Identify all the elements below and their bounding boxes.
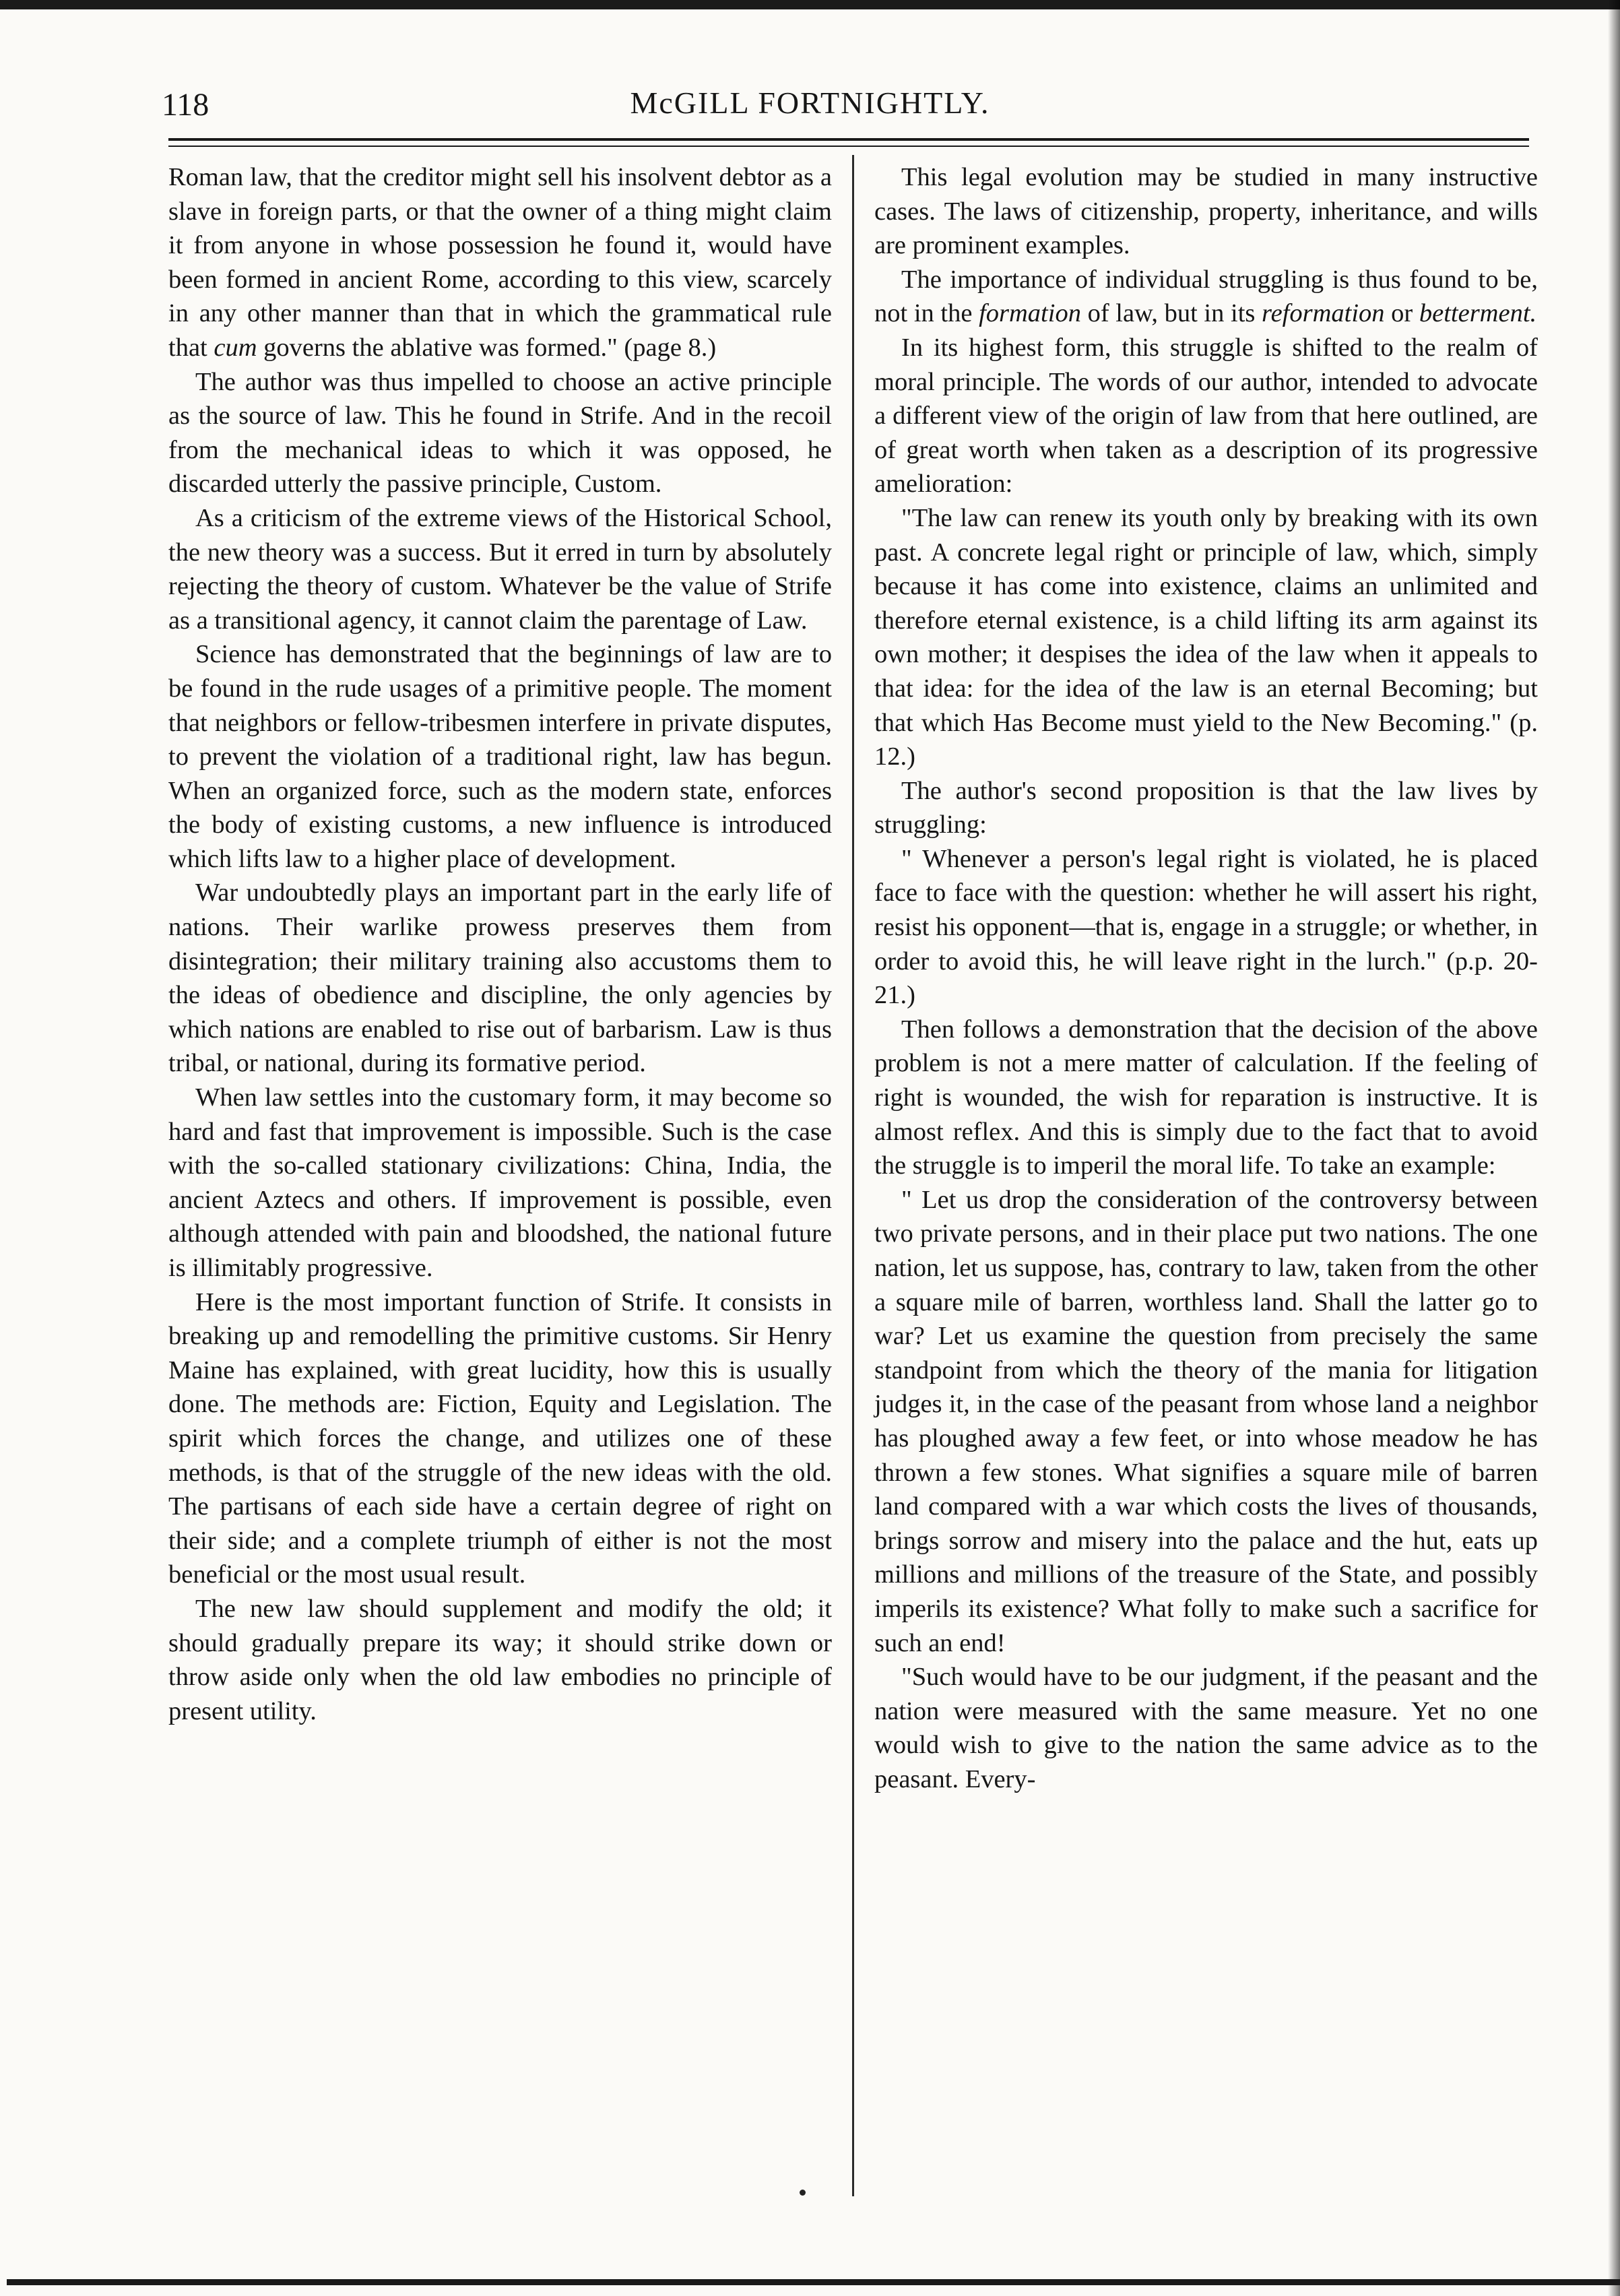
page-edge-shadow <box>1608 0 1620 2296</box>
paragraph: The author was thus impelled to choose an active principle as the source of law. This he found in Strife. And in the recoil from the mechanical ideas to which it was opposed, he discarded utterly the passive principle, Custom. <box>168 367 832 499</box>
paragraph: War undoubtedly plays an important part in the early life of nations. Their warlike prowess preserves them from disintegration; their military training also accustoms them to the ideas of obedience and discipline, the only agencies by which nations are enabled to rise out of barbarism. Law is thus tribal, or national, during its formative period. <box>168 879 832 1078</box>
quotation: " Whenever a person's legal right is violated, he is placed face to face with the question: whether he will assert his right, resist his opponent—that is, engage in a struggle; or whether, in order to avoid this, he will leave right in the lurch." (p.p. 20-21.) <box>874 844 1538 1010</box>
quotation: "The law can renew its youth only by breaking with its own past. A concrete legal right or principle of law, which, simply because it has come into existence, claims an unlimited and therefore eternal existence, is a child lifting its arm against its own mother; it despises the idea of the law when it appeals to that idea: for the idea of the law is an eternal Becoming; but that which Has Become must yield to the New Becoming." (p. 12.) <box>874 503 1538 771</box>
quotation: "Such would have to be our judgment, if the peasant and the nation were measured with the same measure. Yet no one would wish to give to the nation the same advice as to the peasant. Every- <box>874 1663 1538 1793</box>
paragraph: The new law should supplement and modify the old; it should gradually prepare its way; it should strike down or throw aside only when the old law embodies no principle of present utility. <box>168 1594 832 1725</box>
paragraph: The author's second proposition is that the law lives by struggling: <box>874 776 1538 839</box>
paragraph: Here is the most important function of Strife. It consists in breaking up and remodelling the primitive customs. Sir Henry Maine has explained, with great lucidity, how this is usually done. The methods are: Fiction, Equity and Legislation. The spirit which forces the change, and utilizes one of these methods, is that of the struggle of the new ideas with the old. The partisans of each side have a certain degree of right on their side; and a complete triumph of either is not the most beneficial or the most usual result. <box>168 1287 832 1589</box>
paragraph: As a criticism of the extreme views of the Historical School, the new theory was a success. But it erred in turn by absolutely rejecting the theory of custom. Whatever be the value of Strife as a transitional agency, it cannot claim the parentage of Law. <box>168 503 832 635</box>
print-speck <box>800 2190 806 2196</box>
page-number: 118 <box>162 87 209 123</box>
paragraph: This legal evolution may be studied in many instructive cases. The laws of citizenship, property, inheritance, and wills are prominent examples. <box>874 163 1538 260</box>
paragraph: Then follows a demonstration that the decision of the above problem is not a mere matter of calculation. If the feeling of right is wounded, the wish for reparation is instructive. It is almost reflex. And this is simply due to the fact that to avoid the struggle is to imperil the moral life. To take an example: <box>874 1015 1538 1180</box>
paragraph: Roman law, that the creditor might sell his insolvent debtor as a slave in foreign parts, or that the owner of a thing might claim it from anyone in whose possession he found it, would have been formed in ancient Rome, according to this view, scarcely in any other manner than that in which the grammatical rule that cum governs the ablative was formed." (page 8.) <box>168 163 832 362</box>
paragraph: When law settles into the customary form, it may become so hard and fast that improvement is impossible. Such is the case with the so-called stationary civilizations: China, India, the ancient Aztecs and others. If improvement is possible, even although attended with pain and bloodshed, the national future is illimitably progressive. <box>168 1083 832 1282</box>
paragraph: Science has demonstrated that the beginnings of law are to be found in the rude usages of a primitive people. The moment that neighbors or fellow-tribesmen interfere in private disputes, to prevent the violation of a traditional right, law has begun. When an organized force, such as the modern state, enforces the body of existing customs, a new influence is introduced which lifts law to a higher place of development. <box>168 640 832 873</box>
column-divider <box>852 155 854 2196</box>
bottom-border-rule <box>7 2279 1620 2285</box>
top-border-rule <box>0 0 1620 9</box>
running-head: McGILL FORTNIGHTLY. <box>630 86 990 120</box>
quotation: " Let us drop the consideration of the controversy between two private persons, and in their place put two nations. The one nation, let us suppose, has, contrary to law, taken from the other a square mile of barren, worthless land. Shall the latter go to war? Let us examine the question from precisely the same standpoint from which the theory of the mania for litigation judges it, in the case of the peasant from whose land a neighbor has ploughed away a few feet, or into whose meadow he has thrown a few stones. What signifies a square mile of barren land compared with a war which costs the lives of thousands, brings sorrow and misery into the palace and the hut, eats up millions and millions of the treasure of the State, and possibly imperils its existence? What folly to make such a sacrifice for such an end! <box>874 1185 1538 1657</box>
paragraph: The importance of individual struggling is thus found to be, not in the formation of law, but in its reformation or betterment. <box>874 265 1538 328</box>
header-rule <box>168 138 1529 141</box>
right-column <box>874 160 1538 1797</box>
left-column <box>168 160 832 1728</box>
paragraph: In its highest form, this struggle is shifted to the realm of moral principle. The words of our author, intended to advocate a different view of the origin of law from that here outlined, are of great worth when taken as a description of its progressive amelioration: <box>874 333 1538 499</box>
header-rule-thin <box>168 146 1529 147</box>
